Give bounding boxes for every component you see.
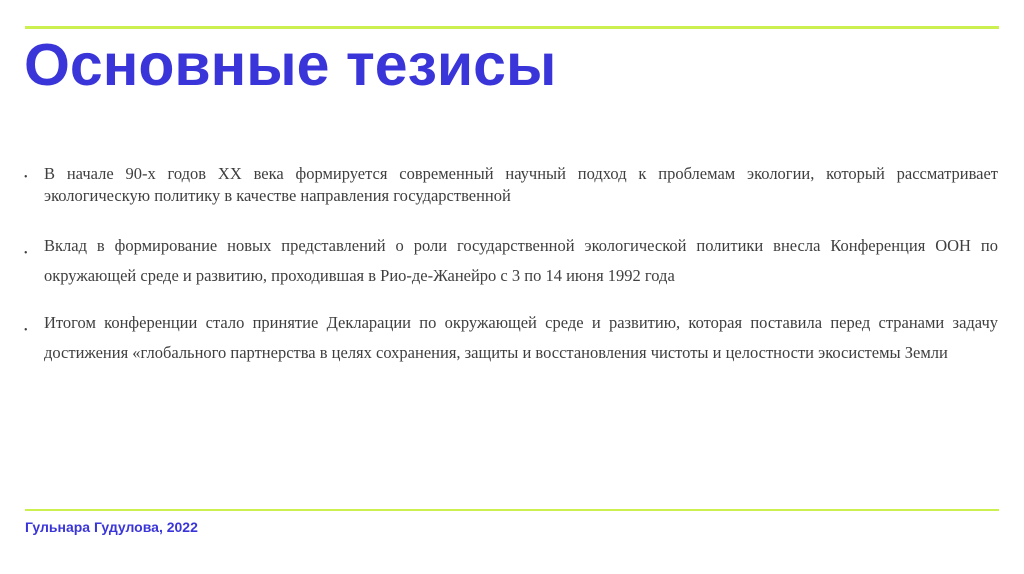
slide-title: Основные тезисы [24, 32, 557, 98]
bullet-item: • Итогом конференции стало принятие Декларации по окружающей среде и развитию, которая поставила перед странами задачу достижения «глобального партнерства в целях сохранения, защиты и восстановления чистоты и целостности экосистемы Земли [24, 308, 998, 368]
top-divider [25, 26, 999, 29]
footer-author: Гульнара Гудулова, 2022 [25, 519, 198, 535]
bullet-item: • Вклад в формирование новых представлений о роли государственной экологической политики внесла Конференция ООН по окружающей среде и развитию, проходившая в Рио-де-Жанейро с 3 по 14 июня 1992 года [24, 231, 998, 291]
bullet-item: • В начале 90-х годов XX века формируется современный научный подход к проблемам экологии, который рассматривает экологическую политику в качестве направления государственной [24, 163, 998, 207]
bullet-list [24, 163, 998, 368]
bottom-divider [25, 509, 999, 511]
